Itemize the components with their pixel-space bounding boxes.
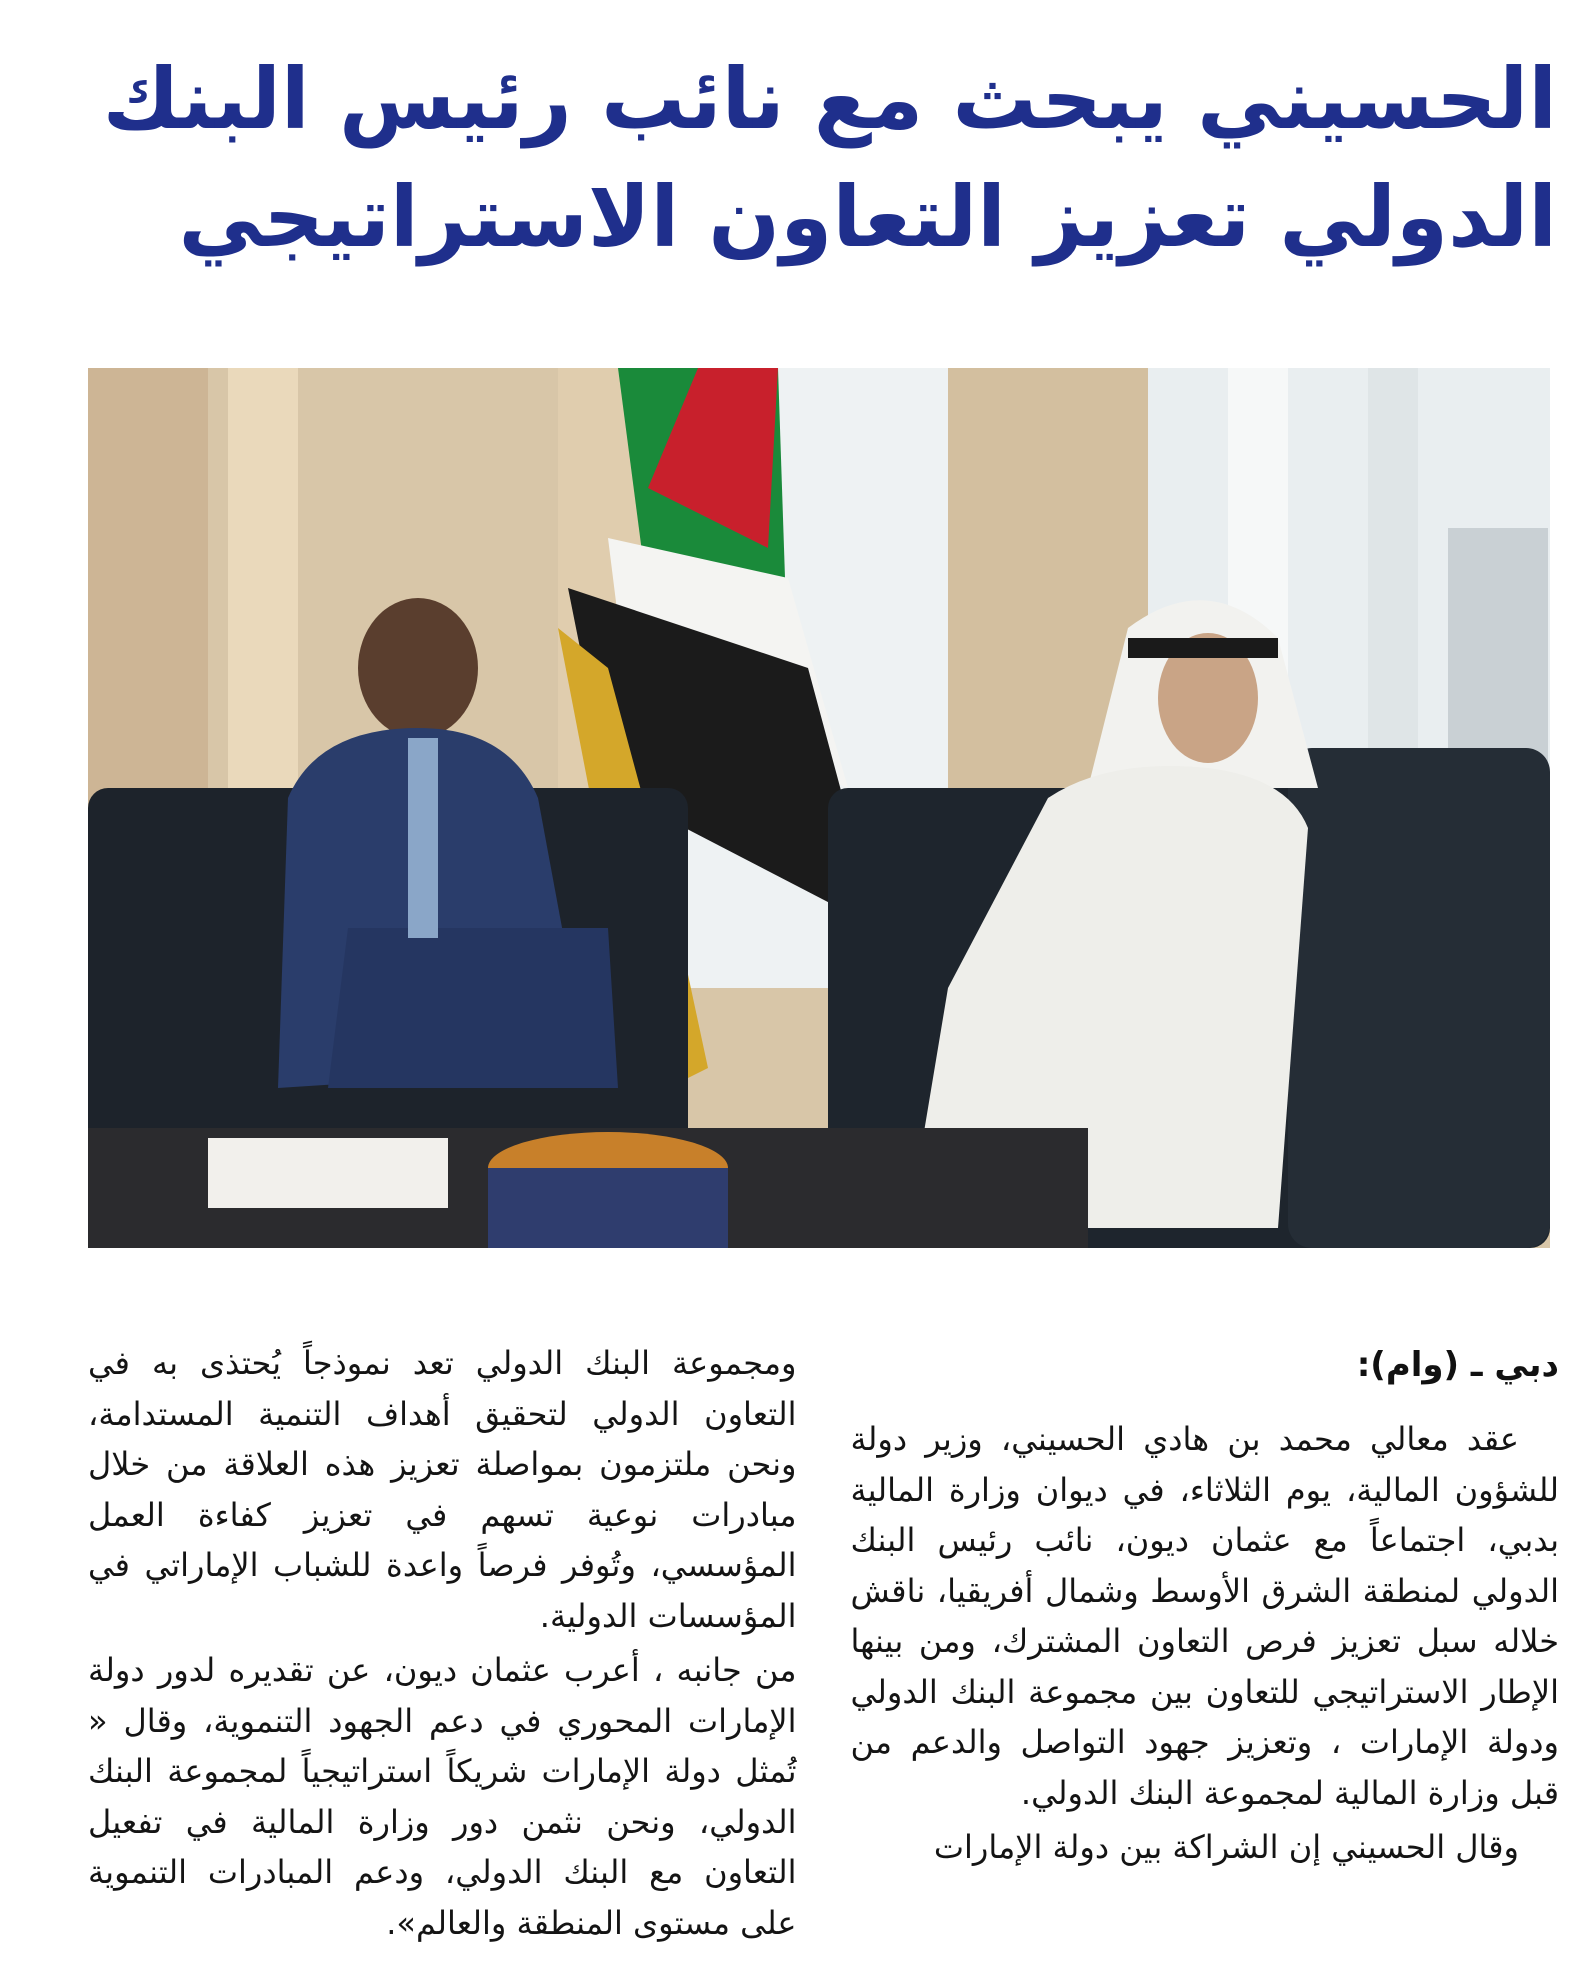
paragraph: من جانبه ، أعرب عثمان ديون، عن تقديره لدور دولة الإمارات المحوري في دعم الجهود التنموية، وقال « تُمثل دولة الإمارات شريكاً استراتيجياً لمجموعة البنك الدولي، ونحن نثمن دور وزارة المالية في تفعيل التعاون مع البنك الدولي، ودعم المبادرات التنموية على مستوى المنطقة والعالم».: [88, 1651, 797, 1942]
article-column-right: [851, 1338, 1560, 1948]
article-column-left: [88, 1338, 797, 1948]
dateline: دبي ـ (وام):: [1356, 1345, 1559, 1385]
meeting-photo-icon: [88, 368, 1550, 1248]
headline: الحسيني يبحث مع نائب رئيس البنك الدولي تعزيز التعاون الاستراتيجي: [102, 50, 1557, 266]
meeting-photo: [88, 368, 1550, 1248]
paragraph: وقال الحسيني إن الشراكة بين دولة الإمارات: [933, 1828, 1519, 1866]
article-body: [88, 1338, 1559, 1948]
paragraph: ومجموعة البنك الدولي تعد نموذجاً يُحتذى به في التعاون الدولي لتحقيق أهداف التنمية المستدامة، ونحن ملتزمون بمواصلة تعزيز هذه العلاقة من خلال مبادرات نوعية تسهم في تعزيز كفاءة العمل المؤسسي، وتُوفر فرصاً واعدة للشباب الإماراتي في المؤسسات الدولية.: [88, 1344, 797, 1635]
paragraph: عقد معالي محمد بن هادي الحسيني، وزير دولة للشؤون المالية، يوم الثلاثاء، في ديوان وزارة المالية بدبي، اجتماعاً مع عثمان ديون، نائب رئيس البنك الدولي لمنطقة الشرق الأوسط وشمال أفريقيا، ناقش خلاله سبل تعزيز فرص التعاون المشترك، ومن بينها الإطار الاستراتيجي للتعاون بين مجموعة البنك الدولي ودولة الإمارات ، وتعزيز جهود التواصل والدعم من قبل وزارة المالية لمجموعة البنك الدولي.: [850, 1420, 1559, 1812]
